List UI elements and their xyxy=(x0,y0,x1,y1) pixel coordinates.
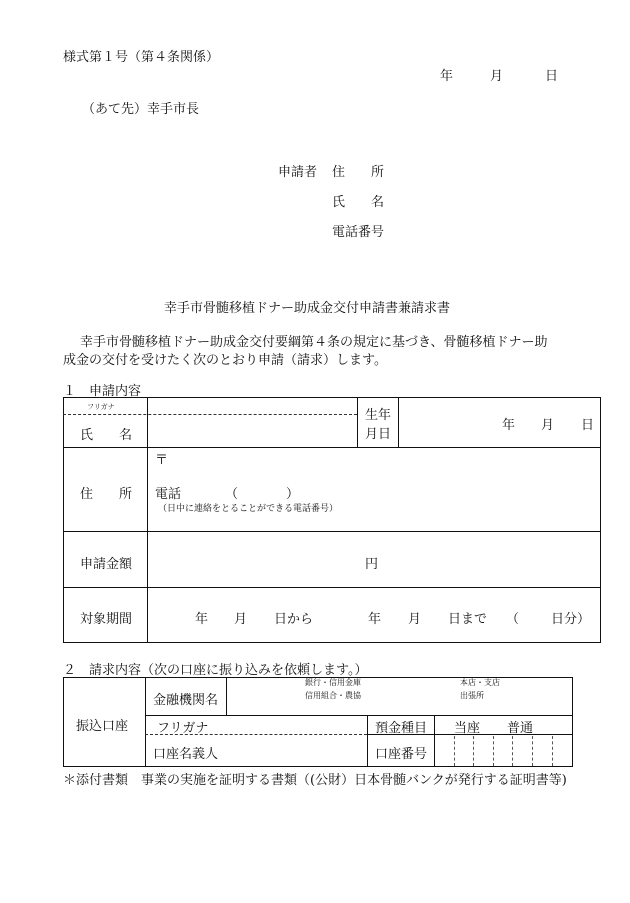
bank-types-1: 銀行・信用金庫 xyxy=(305,678,361,687)
phone-label: 電話 xyxy=(155,487,182,502)
phone-paren-close: ） xyxy=(286,487,300,502)
addressee: （あて先）幸手市長 xyxy=(82,102,200,117)
checking-option: 当座 xyxy=(454,721,481,736)
name-label: 氏 名 xyxy=(80,428,133,443)
form-number: 様式第１号（第４条関係） xyxy=(63,50,220,65)
address-label: 住 所 xyxy=(80,487,133,502)
applicant-label: 申請者 xyxy=(278,165,318,180)
account-holder-label: 口座名義人 xyxy=(153,747,219,762)
date-day: 日 xyxy=(545,69,559,84)
period-month-1: 月 xyxy=(234,612,248,627)
document-title: 幸手市骨髄移植ドナー助成金交付申請書兼請求書 xyxy=(164,301,451,316)
period-to: 日まで xyxy=(448,612,488,627)
deposit-type-label: 預金種目 xyxy=(375,721,428,736)
period-days: 日分） xyxy=(551,612,591,627)
applicant-address-label: 住 所 xyxy=(332,165,385,180)
applicant-phone-label: 電話番号 xyxy=(332,225,385,240)
furigana-label: フリガナ xyxy=(87,403,115,411)
account-number-label: 口座番号 xyxy=(375,747,428,762)
period-month-2: 月 xyxy=(408,612,422,627)
amount-label: 申請金額 xyxy=(80,557,133,572)
period-label: 対象期間 xyxy=(80,612,133,627)
intro-line-1: 幸手市骨髄移植ドナー助成金交付要綱第４条の規定に基づき、骨髄移植ドナー助 xyxy=(80,335,548,350)
period-year-1: 年 xyxy=(195,612,209,627)
date-month: 月 xyxy=(490,69,504,84)
birth-year: 年 xyxy=(502,418,516,433)
intro-line-2: 成金の交付を受けたく次のとおり申請（請求）します。 xyxy=(63,353,387,368)
birth-day: 日 xyxy=(581,418,595,433)
period-year-2: 年 xyxy=(368,612,382,627)
period-paren-open: （ xyxy=(506,612,520,627)
bank-types-2: 信用組合・農協 xyxy=(305,691,361,700)
section2-heading: ２ 請求内容（次の口座に振り込みを依頼します。） xyxy=(63,663,368,678)
postal-mark: 〒 xyxy=(155,453,169,468)
transfer-account-label: 振込口座 xyxy=(76,719,129,734)
branch-types-1: 本店・支店 xyxy=(460,678,500,687)
date-year: 年 xyxy=(440,69,454,84)
yen-label: 円 xyxy=(365,557,379,572)
attachment-note: ＊添付書類 事業の実施を証明する書類（(公財）日本骨髄バンクが発行する証明書等) xyxy=(63,773,567,788)
phone-paren-open: （ xyxy=(225,487,239,502)
period-from: 日から xyxy=(274,612,314,627)
birth-label-2: 月日 xyxy=(365,427,392,442)
bank-furigana-label: フリガナ xyxy=(157,721,209,736)
phone-note: （日中に連絡をとることができる電話番号） xyxy=(158,504,339,514)
bank-name-label: 金融機関名 xyxy=(153,693,219,708)
section1-heading: １ 申請内容 xyxy=(63,384,142,399)
birth-month: 月 xyxy=(541,418,555,433)
applicant-name-label: 氏 名 xyxy=(332,195,385,210)
branch-types-2: 出張所 xyxy=(460,691,484,700)
ordinary-option: 普通 xyxy=(507,721,534,736)
birth-label-1: 生年 xyxy=(365,408,392,423)
